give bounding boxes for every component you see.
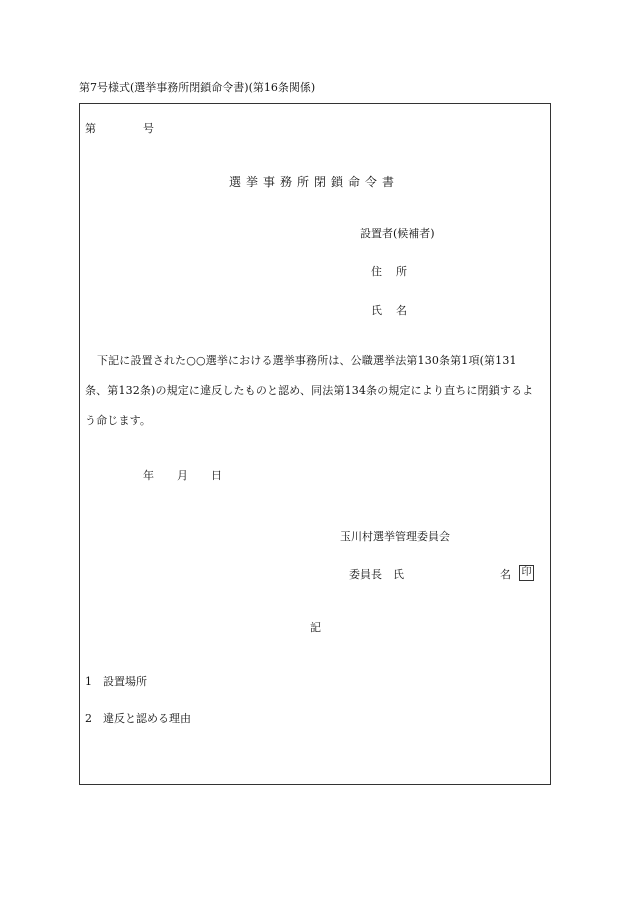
document-number-prefix: 第 [85,122,96,135]
recipient-name-label: 氏名 [371,304,421,317]
recipient-address-label: 住所 [371,265,421,278]
item-installation-location: 1 設置場所 [85,675,147,688]
date-year-label: 年 [143,469,154,482]
issuer-committee: 玉川村選挙管理委員会 [340,530,450,543]
document-title: 選挙事務所閉鎖命令書 [229,175,400,189]
form-label: 第7号様式(選挙事務所閉鎖命令書)(第16条関係) [79,81,316,94]
document-number-suffix: 号 [143,122,154,135]
date-month-label: 月 [177,469,188,482]
issue-date [143,470,222,481]
date-day-label: 日 [211,469,222,482]
body-line-2: 条、第132条)の規定に違反したものと認め、同法第134条の規定により直ちに閉鎖するよ [85,384,534,397]
body-line-3: う命じます。 [85,414,152,427]
ki-heading: 記 [310,621,321,634]
document-frame [79,103,551,785]
body-line-1: 下記に設置された○○選挙における選挙事務所は、公職選挙法第130条第1項(第131 [97,354,517,367]
issuer-chair-name-suffix: 名 [500,568,511,581]
item-violation-reason: 2 違反と認める理由 [85,712,191,725]
seal-box: 印 [519,565,534,581]
issuer-chair-label: 委員長 氏 [349,568,404,581]
recipient-role: 設置者(候補者) [360,227,435,240]
